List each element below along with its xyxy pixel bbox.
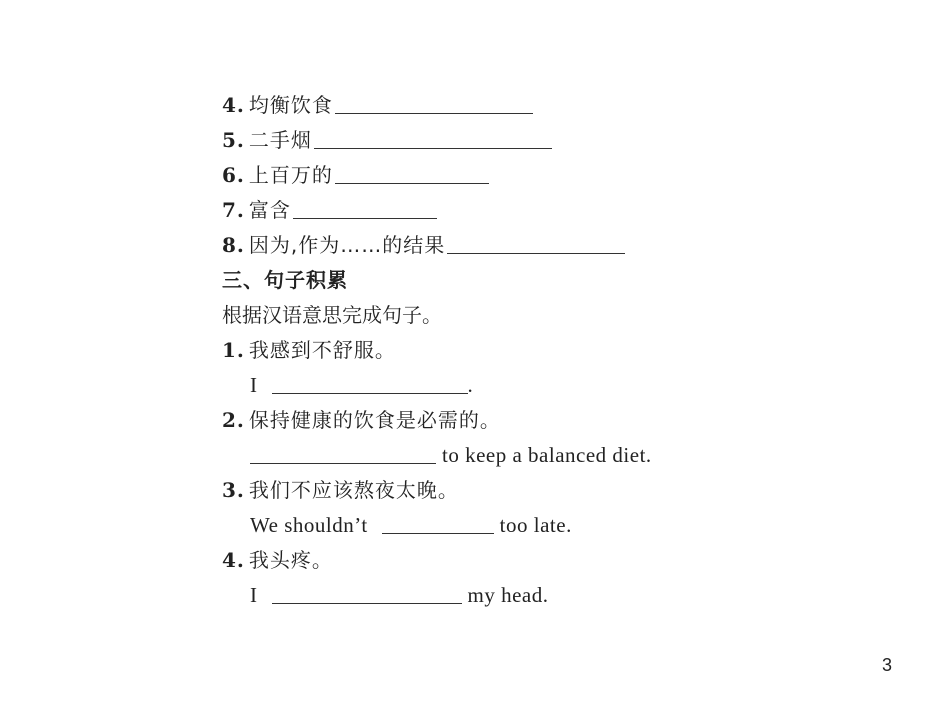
sentence-before: I [250,583,258,607]
answer-blank[interactable] [293,198,437,219]
item-number: 5. [222,128,245,152]
section-instruction: 根据汉语意思完成句子。 [222,303,442,327]
answer-blank[interactable] [335,93,533,114]
sentence-4-english [222,572,782,607]
item-number: 7. [222,198,245,222]
item-number: 6. [222,163,245,187]
item-text: 均衡饮食 [248,93,333,117]
item-text: 上百万的 [248,163,333,187]
item-number: 4. [222,93,245,117]
vocab-item-6 [222,152,782,187]
exercise-content [222,82,782,607]
sentence-1-english [222,362,782,397]
sentence-1-chinese [222,327,782,362]
item-number: 8. [222,233,245,257]
sentence-chinese: 我感到不舒服。 [248,338,396,362]
sentence-after: my head. [467,583,549,607]
sentence-2-chinese [222,397,782,432]
sentence-before: We shouldn’t [250,513,368,537]
answer-blank[interactable] [272,583,462,604]
sentence-3-english [222,502,782,537]
answer-blank[interactable] [272,373,468,394]
sentence-chinese: 我们不应该熬夜太晚。 [248,478,459,502]
vocab-item-5 [222,117,782,152]
sentence-chinese: 保持健康的饮食是必需的。 [248,408,501,432]
answer-blank[interactable] [335,163,489,184]
instruction-row [222,292,782,327]
item-number: 1. [222,338,245,362]
sentence-before: I [250,373,258,397]
vocab-item-7 [222,187,782,222]
sentence-after: to keep a balanced diet. [442,443,652,467]
sentence-2-english [222,432,782,467]
page-number: 3 [881,655,892,675]
item-text: 富含 [248,198,291,222]
sentence-after: . [467,373,474,397]
answer-blank[interactable] [382,513,494,534]
answer-blank[interactable] [314,128,552,149]
sentence-4-chinese [222,537,782,572]
item-number: 4. [222,548,245,572]
vocab-item-4 [222,82,782,117]
answer-blank[interactable] [250,443,436,464]
vocab-item-8 [222,222,782,257]
section-heading-row [222,257,782,292]
sentence-after: too late. [499,513,572,537]
item-number: 3. [222,478,245,502]
sentence-3-chinese [222,467,782,502]
item-number: 2. [222,408,245,432]
section-heading: 三、句子积累 [222,268,348,292]
item-text: 二手烟 [248,128,312,152]
sentence-chinese: 我头疼。 [248,548,333,572]
item-text: 因为,作为……的结果 [248,233,446,257]
answer-blank[interactable] [447,233,625,254]
